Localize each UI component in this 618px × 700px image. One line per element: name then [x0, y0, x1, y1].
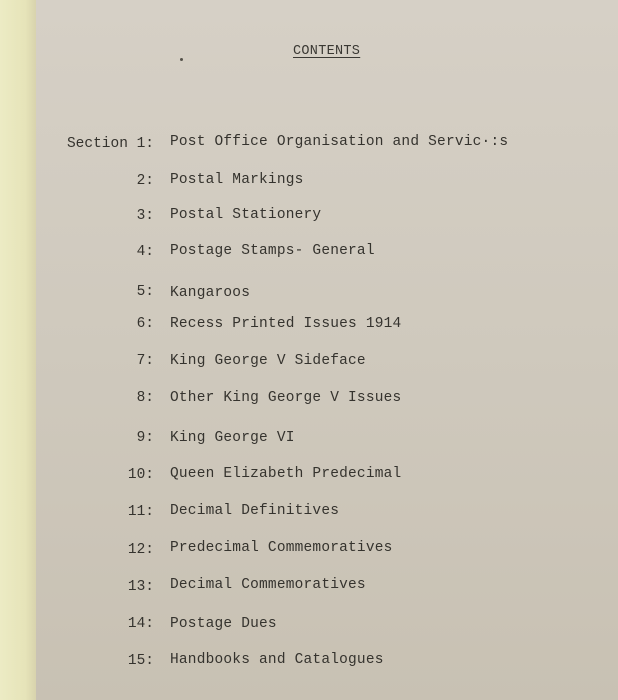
section-number: 7: — [136, 353, 154, 369]
section-title: Postal Stationery — [170, 207, 322, 223]
section-title: Decimal Commemoratives — [170, 577, 366, 593]
ink-dot — [180, 58, 183, 61]
section-title: Decimal Definitives — [170, 503, 340, 519]
section-title: Postage Stamps- General — [170, 243, 375, 259]
section-number: 11: — [127, 504, 154, 520]
section-title: Postal Markings — [170, 172, 304, 188]
section-number: Section 1: — [66, 136, 154, 152]
page-title: CONTENTS — [293, 44, 361, 59]
section-number: 15: — [127, 653, 154, 669]
binder-edge — [0, 0, 36, 700]
section-title: King George V Sideface — [170, 353, 366, 369]
section-title: Predecimal Commemoratives — [170, 540, 393, 556]
section-number: 5: — [136, 284, 154, 300]
section-number: 14: — [127, 616, 154, 632]
section-title: Queen Elizabeth Predecimal — [170, 466, 402, 482]
section-number: 9: — [136, 430, 154, 446]
section-number: 6: — [136, 316, 154, 332]
section-title: King George VI — [170, 430, 295, 446]
section-number: 13: — [127, 579, 154, 595]
section-number: 12: — [127, 542, 154, 558]
section-number: 10: — [127, 467, 154, 483]
section-title: Postage Dues — [170, 616, 277, 632]
section-number: 8: — [136, 390, 154, 406]
section-title: Post Office Organisation and Servic·:s — [170, 134, 509, 150]
section-number: 2: — [136, 173, 154, 189]
section-title: Kangaroos — [170, 285, 251, 301]
document-page — [36, 0, 618, 700]
section-number: 4: — [136, 244, 154, 260]
section-number: 3: — [136, 208, 154, 224]
section-title: Other King George V Issues — [170, 390, 402, 406]
section-title: Handbooks and Catalogues — [170, 652, 384, 668]
section-title: Recess Printed Issues 1914 — [170, 316, 402, 332]
